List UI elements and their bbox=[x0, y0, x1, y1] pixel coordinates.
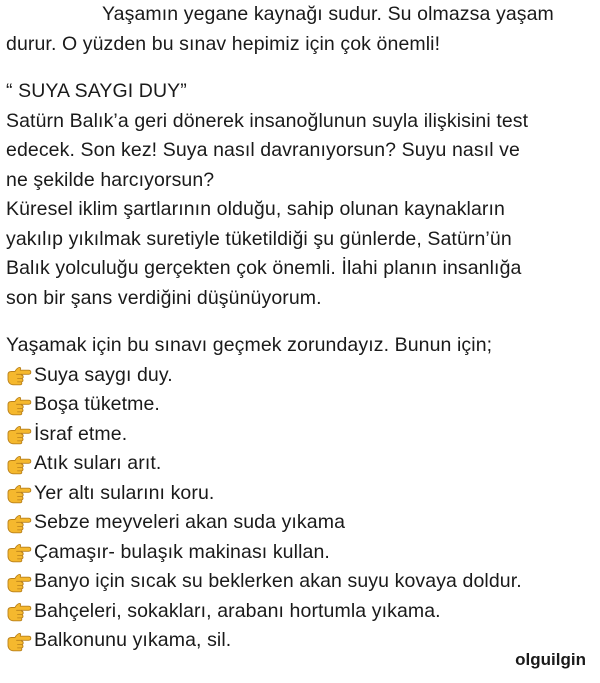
paragraph-1-line-2: durur. O yüzden bu sınav hepimiz için çok önemli! bbox=[6, 32, 441, 55]
list-item bbox=[6, 449, 596, 479]
paragraph-3-line-1: Küresel iklim şartlarının olduğu, sahip olunan kaynakların bbox=[6, 198, 505, 220]
paragraph-2-line-2: edecek. Son kez! Suya nasıl davranıyorsun? Suyu nasıl ve bbox=[6, 139, 520, 161]
list-intro: Yaşamak için bu sınavı geçmek zorundayız. Bunun için; bbox=[6, 334, 493, 356]
spacer bbox=[6, 313, 596, 331]
list-item-text: Yer altı sularını koru. bbox=[34, 481, 215, 504]
list-item bbox=[6, 567, 596, 597]
list-item bbox=[6, 361, 596, 391]
pointing-hand-icon bbox=[6, 600, 32, 622]
list-item-text: Boşa tüketme. bbox=[34, 393, 160, 415]
list-item-text: Bahçeleri, sokakları, arabanı hortumla yıkama. bbox=[34, 599, 441, 622]
pointing-hand-icon bbox=[6, 571, 32, 593]
list-item-text: Suya saygı duy. bbox=[34, 363, 173, 386]
pointing-hand-icon bbox=[6, 541, 32, 563]
author-signature: olguilgin bbox=[515, 650, 586, 669]
pointing-hand-icon bbox=[6, 423, 32, 445]
document-body bbox=[6, 0, 596, 656]
list-item bbox=[6, 597, 596, 627]
list-item-text: İsraf etme. bbox=[34, 422, 128, 445]
list-item-text: Balkonunu yıkama, sil. bbox=[34, 629, 232, 651]
paragraph-3-line-2: yakılıp yıkılmak suretiyle tüketildiği şu günlerde, Satürn’ün bbox=[6, 227, 512, 250]
spacer bbox=[6, 59, 596, 77]
list-item-text: Atık suları arıt. bbox=[34, 452, 162, 474]
paragraph-3-line-3: Balık yolculuğu gerçekten çok önemli. İlahi planın insanlığa bbox=[6, 257, 522, 279]
paragraph-2-line-3: ne şekilde harcıyorsun? bbox=[6, 168, 215, 191]
pointing-hand-icon bbox=[6, 482, 32, 504]
list-item-text: Banyo için sıcak su beklerken akan suyu kovaya doldur. bbox=[34, 570, 522, 592]
quote-title: “ SUYA SAYGI DUY” bbox=[6, 80, 187, 102]
list-item bbox=[6, 479, 596, 509]
paragraph-2-line-1: Satürn Balık’a geri dönerek insanoğlunun suyla ilişkisini test bbox=[6, 109, 529, 132]
list-item bbox=[6, 626, 596, 656]
tips-list bbox=[6, 361, 596, 656]
list-item bbox=[6, 538, 596, 568]
pointing-hand-icon bbox=[6, 364, 32, 386]
list-item bbox=[6, 420, 596, 450]
list-item bbox=[6, 390, 596, 420]
list-item-text: Sebze meyveleri akan suda yıkama bbox=[34, 511, 346, 533]
pointing-hand-icon bbox=[6, 630, 32, 652]
list-item bbox=[6, 508, 596, 538]
paragraph-3-line-4: son bir şans verdiğini düşünüyorum. bbox=[6, 286, 322, 309]
list-item-text: Çamaşır- bulaşık makinası kullan. bbox=[34, 540, 330, 563]
pointing-hand-icon bbox=[6, 512, 32, 534]
pointing-hand-icon bbox=[6, 453, 32, 475]
pointing-hand-icon bbox=[6, 394, 32, 416]
paragraph-1-line-1: Yaşamın yegane kaynağı sudur. Su olmazsa yaşam bbox=[102, 3, 554, 25]
